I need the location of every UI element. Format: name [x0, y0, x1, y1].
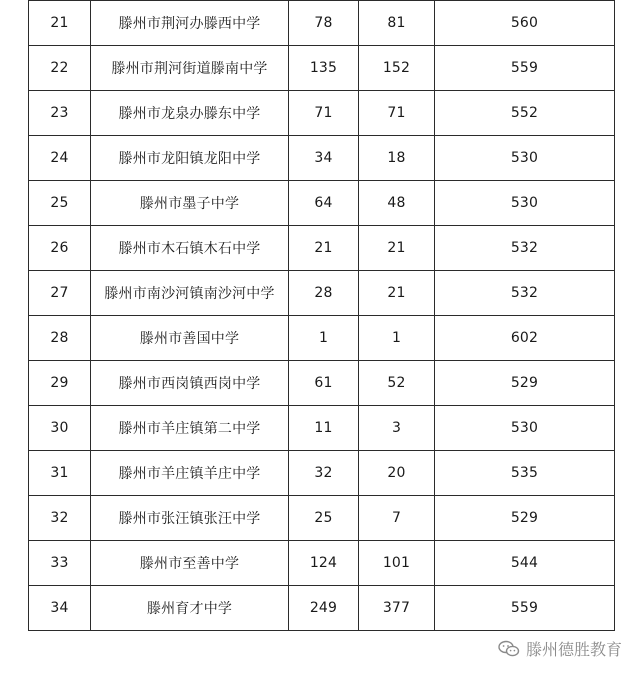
rank-cell: 31: [29, 451, 91, 496]
score-cell: 530: [435, 406, 615, 451]
score-cell: 602: [435, 316, 615, 361]
watermark-text: 滕州德胜教育: [525, 640, 622, 659]
count-b-cell: 377: [359, 586, 435, 631]
table-row: [29, 406, 615, 451]
table-row: [29, 541, 615, 586]
school-name-cell: 滕州市龙泉办滕东中学: [91, 91, 289, 136]
count-b-cell: 81: [359, 1, 435, 46]
table-row: [29, 586, 615, 631]
count-b-cell: 152: [359, 46, 435, 91]
school-name-cell: 滕州市羊庄镇羊庄中学: [91, 451, 289, 496]
count-a-cell: 78: [289, 1, 359, 46]
count-b-cell: 48: [359, 181, 435, 226]
score-cell: 559: [435, 46, 615, 91]
rank-cell: 34: [29, 586, 91, 631]
count-a-cell: 61: [289, 361, 359, 406]
table-row: [29, 91, 615, 136]
count-b-cell: 52: [359, 361, 435, 406]
score-cell: 535: [435, 451, 615, 496]
wechat-icon: [498, 640, 520, 658]
school-name-cell: 滕州市龙阳镇龙阳中学: [91, 136, 289, 181]
table-row: [29, 496, 615, 541]
score-cell: 530: [435, 181, 615, 226]
score-cell: 530: [435, 136, 615, 181]
school-name-cell: 滕州市张汪镇张汪中学: [91, 496, 289, 541]
count-a-cell: 11: [289, 406, 359, 451]
count-b-cell: 18: [359, 136, 435, 181]
school-score-table-container: [28, 0, 614, 631]
count-b-cell: 7: [359, 496, 435, 541]
score-cell: 529: [435, 496, 615, 541]
count-a-cell: 1: [289, 316, 359, 361]
school-name-cell: 滕州育才中学: [91, 586, 289, 631]
count-b-cell: 21: [359, 226, 435, 271]
school-name-cell: 滕州市至善中学: [91, 541, 289, 586]
count-a-cell: 64: [289, 181, 359, 226]
school-name-cell: 滕州市南沙河镇南沙河中学: [91, 271, 289, 316]
table-body: [29, 1, 615, 631]
score-cell: 560: [435, 1, 615, 46]
count-b-cell: 71: [359, 91, 435, 136]
table-row: [29, 361, 615, 406]
rank-cell: 25: [29, 181, 91, 226]
school-name-cell: 滕州市善国中学: [91, 316, 289, 361]
score-cell: 532: [435, 226, 615, 271]
rank-cell: 33: [29, 541, 91, 586]
score-cell: 532: [435, 271, 615, 316]
count-b-cell: 101: [359, 541, 435, 586]
rank-cell: 28: [29, 316, 91, 361]
rank-cell: 21: [29, 1, 91, 46]
school-name-cell: 滕州市墨子中学: [91, 181, 289, 226]
count-a-cell: 135: [289, 46, 359, 91]
rank-cell: 27: [29, 271, 91, 316]
watermark: [498, 637, 622, 660]
school-score-table: [28, 0, 615, 631]
table-row: [29, 136, 615, 181]
count-a-cell: 28: [289, 271, 359, 316]
rank-cell: 26: [29, 226, 91, 271]
count-b-cell: 21: [359, 271, 435, 316]
count-a-cell: 34: [289, 136, 359, 181]
count-b-cell: 3: [359, 406, 435, 451]
school-name-cell: 滕州市西岗镇西岗中学: [91, 361, 289, 406]
rank-cell: 32: [29, 496, 91, 541]
rank-cell: 24: [29, 136, 91, 181]
count-b-cell: 20: [359, 451, 435, 496]
score-cell: 529: [435, 361, 615, 406]
school-name-cell: 滕州市木石镇木石中学: [91, 226, 289, 271]
count-a-cell: 25: [289, 496, 359, 541]
table-row: [29, 451, 615, 496]
count-a-cell: 32: [289, 451, 359, 496]
table-row: [29, 226, 615, 271]
table-row: [29, 316, 615, 361]
rank-cell: 29: [29, 361, 91, 406]
score-cell: 544: [435, 541, 615, 586]
count-a-cell: 124: [289, 541, 359, 586]
table-row: [29, 181, 615, 226]
rank-cell: 30: [29, 406, 91, 451]
score-cell: 552: [435, 91, 615, 136]
score-cell: 559: [435, 586, 615, 631]
school-name-cell: 滕州市荆河街道滕南中学: [91, 46, 289, 91]
count-a-cell: 71: [289, 91, 359, 136]
count-a-cell: 249: [289, 586, 359, 631]
table-row: [29, 46, 615, 91]
school-name-cell: 滕州市荆河办滕西中学: [91, 1, 289, 46]
table-row: [29, 1, 615, 46]
school-name-cell: 滕州市羊庄镇第二中学: [91, 406, 289, 451]
count-a-cell: 21: [289, 226, 359, 271]
rank-cell: 22: [29, 46, 91, 91]
rank-cell: 23: [29, 91, 91, 136]
count-b-cell: 1: [359, 316, 435, 361]
table-row: [29, 271, 615, 316]
